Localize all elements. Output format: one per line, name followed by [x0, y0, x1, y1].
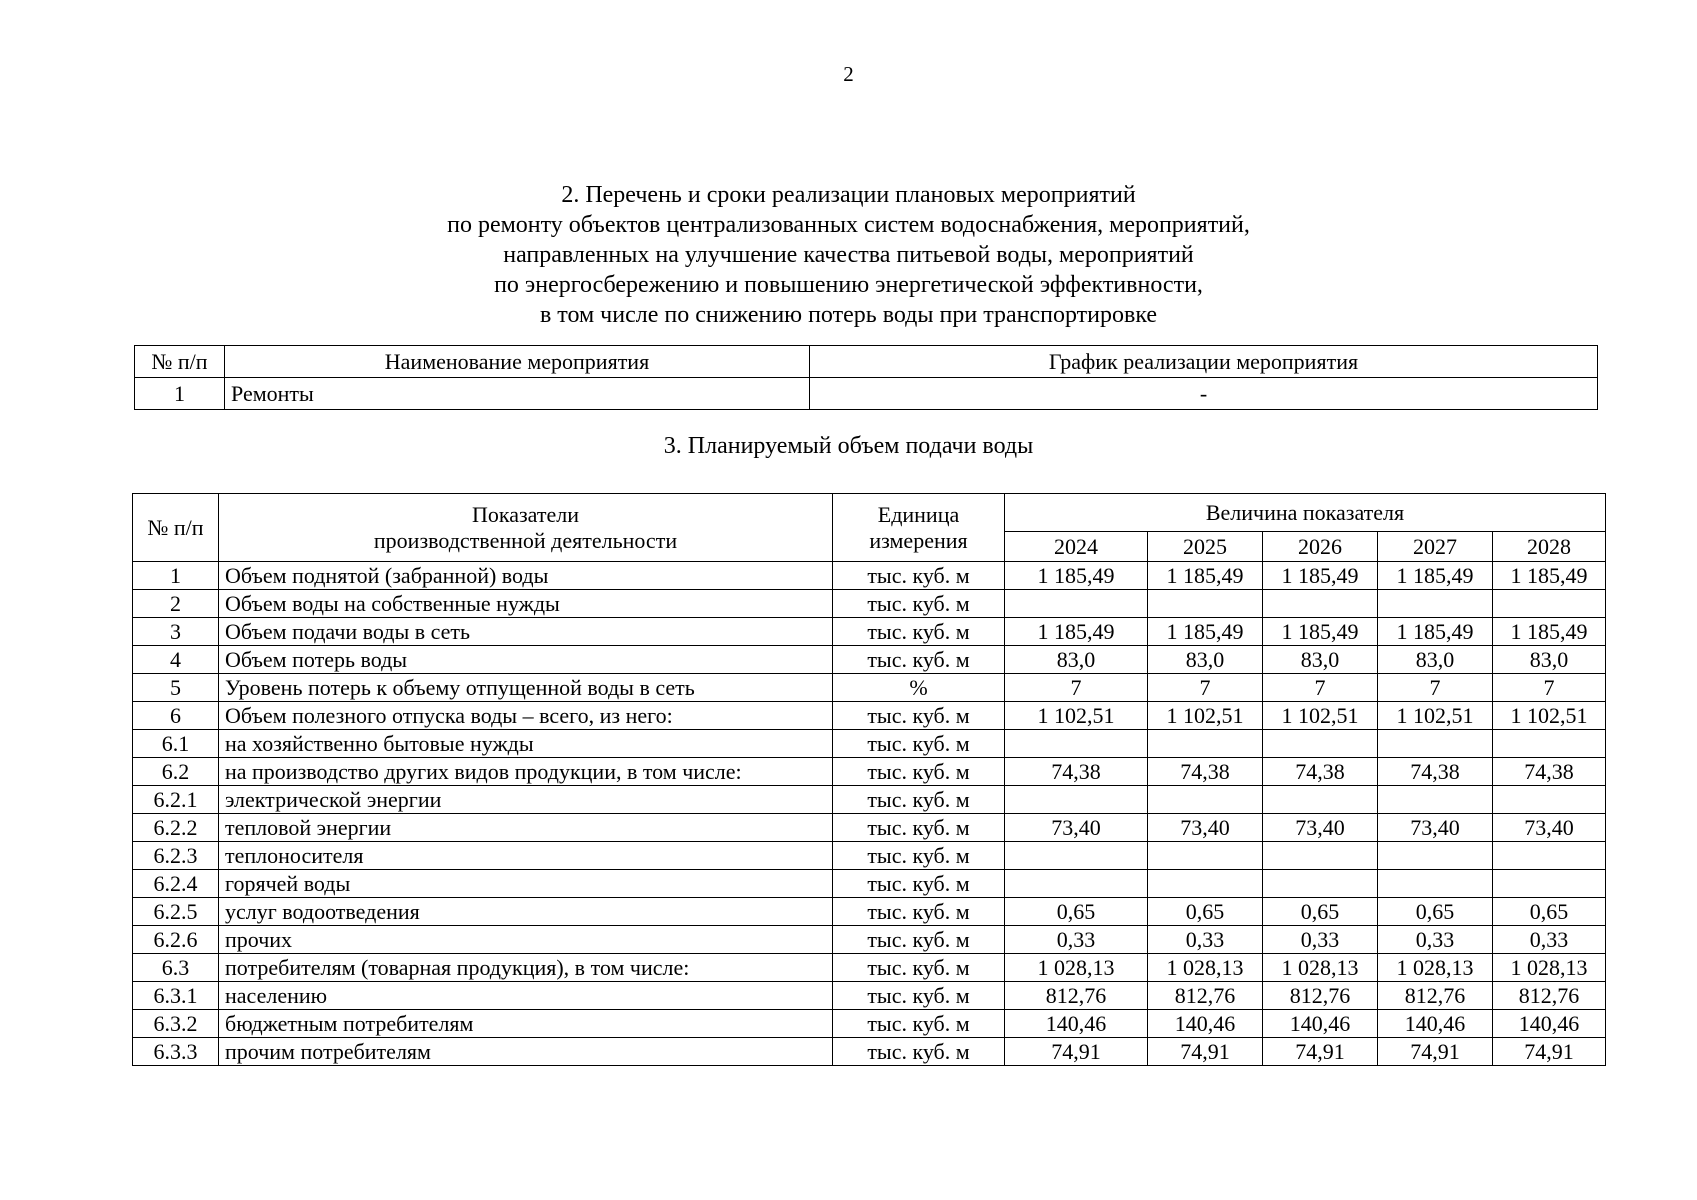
row-unit: тыс. куб. м — [833, 730, 1005, 758]
row-num: 6.2.4 — [133, 870, 219, 898]
row-indicator-name: Объем полезного отпуска воды – всего, из него: — [219, 702, 833, 730]
row-value: 7 — [1378, 674, 1493, 702]
row-value — [1263, 590, 1378, 618]
row-value: 74,38 — [1263, 758, 1378, 786]
row-value: 1 185,49 — [1493, 562, 1606, 590]
row-value: 74,38 — [1005, 758, 1148, 786]
measures-table-header — [135, 346, 1598, 378]
row-value — [1005, 730, 1148, 758]
table-row — [133, 954, 1606, 982]
row-unit: тыс. куб. м — [833, 954, 1005, 982]
row-unit: тыс. куб. м — [833, 814, 1005, 842]
section3-title: 3. Планируемый объем подачи воды — [663, 433, 1034, 459]
row-num: 6.3.1 — [133, 982, 219, 1010]
row-indicator-name: прочих — [219, 926, 833, 954]
row-value — [1493, 730, 1606, 758]
row-num: 4 — [133, 646, 219, 674]
row-unit: тыс. куб. м — [833, 842, 1005, 870]
row-value: 7 — [1493, 674, 1606, 702]
row-value: 0,65 — [1493, 898, 1606, 926]
row-unit: тыс. куб. м — [833, 870, 1005, 898]
row-indicator-name: Уровень потерь к объему отпущенной воды в сеть — [219, 674, 833, 702]
row-value — [1263, 786, 1378, 814]
row-num: 6.2.6 — [133, 926, 219, 954]
row-value: 812,76 — [1263, 982, 1378, 1010]
header-schedule: График реализации мероприятия — [810, 346, 1598, 378]
row-value: 0,65 — [1378, 898, 1493, 926]
row-indicator-name: потребителям (товарная продукция), в том числе: — [219, 954, 833, 982]
row-value: 7 — [1005, 674, 1148, 702]
row-value: 140,46 — [1378, 1010, 1493, 1038]
row-value: 83,0 — [1005, 646, 1148, 674]
row-value: 74,91 — [1263, 1038, 1378, 1066]
row-value: 74,91 — [1493, 1038, 1606, 1066]
row-unit: тыс. куб. м — [833, 926, 1005, 954]
table-row — [133, 898, 1606, 926]
row-value: 1 102,51 — [1263, 702, 1378, 730]
row-num: 1 — [133, 562, 219, 590]
table-row — [133, 674, 1606, 702]
row-value: 73,40 — [1378, 814, 1493, 842]
table-row — [133, 870, 1606, 898]
water-supply-table — [132, 493, 1606, 1066]
table-row — [133, 646, 1606, 674]
row-value — [1263, 842, 1378, 870]
row-value: 73,40 — [1263, 814, 1378, 842]
row-value: 0,65 — [1148, 898, 1263, 926]
row-value: 812,76 — [1005, 982, 1148, 1010]
water-supply-table-body — [133, 562, 1606, 1066]
row-value: 1 185,49 — [1148, 562, 1263, 590]
table-row — [133, 618, 1606, 646]
row-value: 1 102,51 — [1148, 702, 1263, 730]
header-year: 2024 — [1005, 532, 1148, 562]
row-value: 140,46 — [1148, 1010, 1263, 1038]
row-value — [1378, 870, 1493, 898]
row-value: 1 185,49 — [1378, 618, 1493, 646]
row-num: 6.2 — [133, 758, 219, 786]
row-value: 74,38 — [1148, 758, 1263, 786]
row-unit: тыс. куб. м — [833, 590, 1005, 618]
row-value: 140,46 — [1263, 1010, 1378, 1038]
row-value: 0,33 — [1148, 926, 1263, 954]
row-unit: тыс. куб. м — [833, 786, 1005, 814]
row-indicator-name: на хозяйственно бытовые нужды — [219, 730, 833, 758]
row-value — [1005, 842, 1148, 870]
row-value: 140,46 — [1005, 1010, 1148, 1038]
row-value: 7 — [1263, 674, 1378, 702]
row-value: 74,91 — [1148, 1038, 1263, 1066]
row-value — [1148, 842, 1263, 870]
row-value: 0,33 — [1493, 926, 1606, 954]
header-year: 2026 — [1263, 532, 1378, 562]
row-value: 0,33 — [1005, 926, 1148, 954]
row-value: 1 028,13 — [1493, 954, 1606, 982]
row-value: 1 102,51 — [1378, 702, 1493, 730]
row-value: 83,0 — [1148, 646, 1263, 674]
row-indicator-name: на производство других видов продукции, в том числе: — [219, 758, 833, 786]
row-num: 6.2.5 — [133, 898, 219, 926]
row-value: 1 028,13 — [1148, 954, 1263, 982]
row-indicator-name: тепловой энергии — [219, 814, 833, 842]
row-num: 6.1 — [133, 730, 219, 758]
row-value: 1 185,49 — [1263, 562, 1378, 590]
row-value — [1378, 590, 1493, 618]
row-value: 0,33 — [1378, 926, 1493, 954]
row-indicator-name: бюджетным потребителям — [219, 1010, 833, 1038]
row-unit: тыс. куб. м — [833, 562, 1005, 590]
row-value: 1 102,51 — [1005, 702, 1148, 730]
header-unit-line1: Единица — [877, 501, 960, 527]
header-indicators — [219, 494, 833, 562]
row-unit: тыс. куб. м — [833, 702, 1005, 730]
header-year: 2027 — [1378, 532, 1493, 562]
row-num: 6.2.1 — [133, 786, 219, 814]
row-value: 74,91 — [1378, 1038, 1493, 1066]
row-value — [1263, 870, 1378, 898]
row-num: 6 — [133, 702, 219, 730]
row-value: 73,40 — [1148, 814, 1263, 842]
table-row — [133, 1010, 1606, 1038]
row-num: 6.3.3 — [133, 1038, 219, 1066]
row-unit: % — [833, 674, 1005, 702]
header-unit — [833, 494, 1005, 562]
row-value: 83,0 — [1493, 646, 1606, 674]
row-value: 74,38 — [1378, 758, 1493, 786]
row-indicator-name: Объем подачи воды в сеть — [219, 618, 833, 646]
row-unit: тыс. куб. м — [833, 646, 1005, 674]
row-value: 1 102,51 — [1493, 702, 1606, 730]
row-unit: тыс. куб. м — [833, 1010, 1005, 1038]
row-value — [1148, 590, 1263, 618]
row-name: Ремонты — [225, 378, 810, 410]
table-row — [133, 590, 1606, 618]
row-indicator-name: Объем потерь воды — [219, 646, 833, 674]
row-indicator-name: Объем воды на собственные нужды — [219, 590, 833, 618]
row-value: 1 185,49 — [1493, 618, 1606, 646]
header-year: 2025 — [1148, 532, 1263, 562]
row-value: 1 185,49 — [1148, 618, 1263, 646]
table-row — [133, 842, 1606, 870]
row-value: 812,76 — [1148, 982, 1263, 1010]
row-num: 6.3 — [133, 954, 219, 982]
row-num: 1 — [135, 378, 225, 410]
row-indicator-name: Объем поднятой (забранной) воды — [219, 562, 833, 590]
row-unit: тыс. куб. м — [833, 758, 1005, 786]
row-value: 1 028,13 — [1005, 954, 1148, 982]
row-value: 140,46 — [1493, 1010, 1606, 1038]
table-row — [135, 378, 1598, 410]
row-value — [1005, 590, 1148, 618]
row-value: 1 185,49 — [1378, 562, 1493, 590]
row-value: 1 185,49 — [1005, 618, 1148, 646]
header-indicators-line2: производственной деятельности — [373, 527, 678, 553]
row-value — [1493, 786, 1606, 814]
row-indicator-name: горячей воды — [219, 870, 833, 898]
row-value: 74,38 — [1493, 758, 1606, 786]
row-value: 83,0 — [1263, 646, 1378, 674]
row-value — [1148, 870, 1263, 898]
row-value — [1005, 786, 1148, 814]
row-num: 6.2.3 — [133, 842, 219, 870]
row-value: 73,40 — [1005, 814, 1148, 842]
row-value: 83,0 — [1378, 646, 1493, 674]
row-value — [1378, 730, 1493, 758]
row-value — [1005, 870, 1148, 898]
row-unit: тыс. куб. м — [833, 982, 1005, 1010]
section2-title — [0, 180, 1697, 330]
row-value — [1493, 842, 1606, 870]
row-value: 0,65 — [1005, 898, 1148, 926]
row-num: 3 — [133, 618, 219, 646]
row-value: 1 028,13 — [1378, 954, 1493, 982]
row-value: 1 185,49 — [1263, 618, 1378, 646]
header-value-group: Величина показателя — [1005, 494, 1606, 532]
row-schedule: - — [810, 378, 1598, 410]
row-value: 1 028,13 — [1263, 954, 1378, 982]
row-unit: тыс. куб. м — [833, 618, 1005, 646]
row-indicator-name: теплоносителя — [219, 842, 833, 870]
table-row — [133, 926, 1606, 954]
row-indicator-name: населению — [219, 982, 833, 1010]
table-row — [133, 982, 1606, 1010]
row-value — [1493, 590, 1606, 618]
table-row — [133, 730, 1606, 758]
row-value — [1148, 786, 1263, 814]
header-row — [133, 494, 1606, 532]
table-row — [133, 758, 1606, 786]
row-value: 0,65 — [1263, 898, 1378, 926]
row-unit: тыс. куб. м — [833, 1038, 1005, 1066]
row-indicator-name: электрической энергии — [219, 786, 833, 814]
header-year: 2028 — [1493, 532, 1606, 562]
row-value: 1 185,49 — [1005, 562, 1148, 590]
row-indicator-name: прочим потребителям — [219, 1038, 833, 1066]
section2-title-line: 2. Перечень и сроки реализации плановых мероприятий — [561, 182, 1136, 208]
table-row — [133, 786, 1606, 814]
row-num: 5 — [133, 674, 219, 702]
header-indicators-line1: Показатели — [471, 501, 580, 527]
row-value: 812,76 — [1378, 982, 1493, 1010]
row-num: 6.2.2 — [133, 814, 219, 842]
row-value — [1378, 786, 1493, 814]
table-row — [133, 702, 1606, 730]
row-value: 7 — [1148, 674, 1263, 702]
table-row — [133, 562, 1606, 590]
row-num: 6.3.2 — [133, 1010, 219, 1038]
row-num: 2 — [133, 590, 219, 618]
section2-title-line: по ремонту объектов централизованных систем водоснабжения, мероприятий, — [447, 212, 1250, 238]
row-value: 73,40 — [1493, 814, 1606, 842]
row-value — [1378, 842, 1493, 870]
row-indicator-name: услуг водоотведения — [219, 898, 833, 926]
header-unit-line2: измерения — [869, 527, 968, 553]
section2-title-line: в том числе по снижению потерь воды при транспортировке — [539, 302, 1158, 328]
row-value: 74,91 — [1005, 1038, 1148, 1066]
page-number: 2 — [843, 62, 854, 86]
header-num: № п/п — [133, 494, 219, 562]
table-row — [133, 814, 1606, 842]
row-value: 0,33 — [1263, 926, 1378, 954]
row-value — [1263, 730, 1378, 758]
section2-title-line: направленных на улучшение качества питьевой воды, мероприятий — [503, 242, 1194, 268]
header-num: № п/п — [135, 346, 225, 378]
measures-table — [134, 345, 1598, 410]
row-value — [1148, 730, 1263, 758]
row-value — [1493, 870, 1606, 898]
row-value: 812,76 — [1493, 982, 1606, 1010]
row-unit: тыс. куб. м — [833, 898, 1005, 926]
header-measure-name: Наименование мероприятия — [225, 346, 810, 378]
section2-title-line: по энергосбережению и повышению энергетической эффективности, — [494, 272, 1203, 298]
table-row — [133, 1038, 1606, 1066]
